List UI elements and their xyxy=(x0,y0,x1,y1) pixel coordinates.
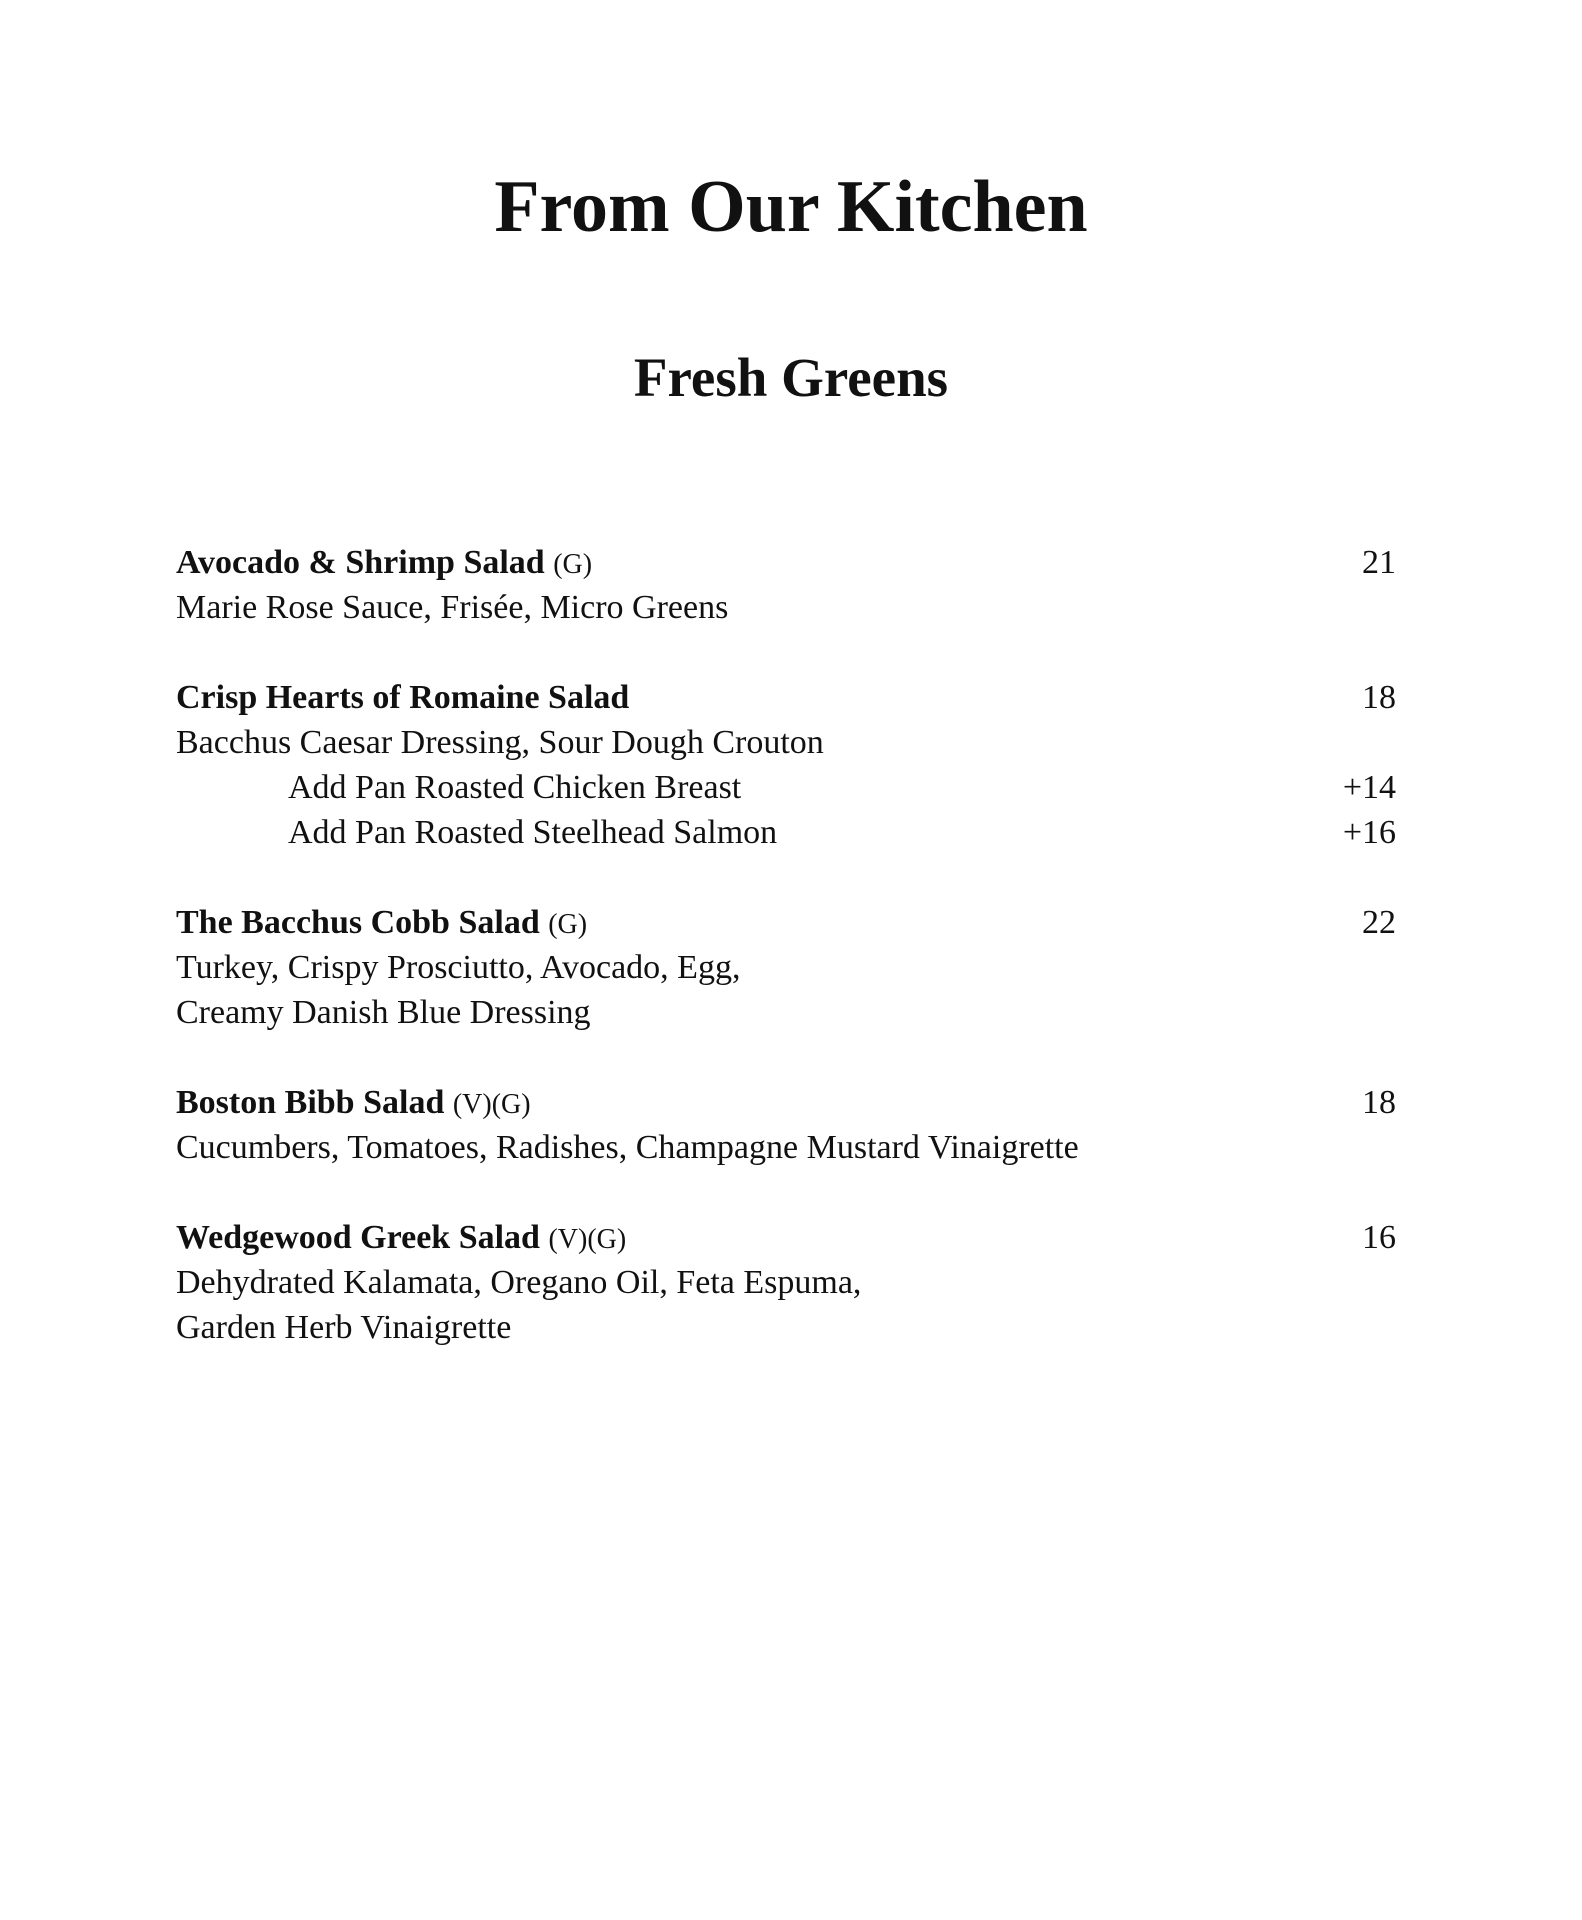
menu-item-title xyxy=(176,900,587,947)
menu-item-title xyxy=(176,540,592,587)
section-title: Fresh Greens xyxy=(633,347,949,408)
menu-item-price: 18 xyxy=(1362,679,1396,716)
menu-item-description: Bacchus Caesar Dressing, Sour Dough Crouton xyxy=(176,724,824,761)
menu-item-header xyxy=(176,1080,1398,1125)
addon-price: +16 xyxy=(1342,814,1396,851)
menu-item-title xyxy=(176,675,629,720)
menu-item-description: Turkey, Crispy Prosciutto, Avocado, Egg, xyxy=(176,949,741,986)
addon-label: Add Pan Roasted Chicken Breast xyxy=(288,769,742,806)
menu-item-title xyxy=(176,1080,531,1127)
menu-item-tags: (V)(G) xyxy=(548,1224,627,1255)
menu-item-price: 21 xyxy=(1362,544,1396,581)
menu-item-header xyxy=(176,675,1398,720)
menu-item-tags: (G) xyxy=(548,909,588,940)
menu-item-addon xyxy=(176,810,1398,855)
menu-item-name: Wedgewood Greek Salad xyxy=(176,1219,540,1256)
menu-item xyxy=(176,900,1398,1035)
menu-item-description: Dehydrated Kalamata, Oregano Oil, Feta Espuma, xyxy=(176,1264,862,1301)
menu-item-price: 18 xyxy=(1362,1084,1396,1121)
menu-item-header xyxy=(176,900,1398,945)
menu-item-price: 16 xyxy=(1362,1219,1396,1256)
menu-item-header xyxy=(176,1215,1398,1260)
menu-item-description: Cucumbers, Tomatoes, Radishes, Champagne Mustard Vinaigrette xyxy=(176,1129,1079,1166)
menu-item-name: Crisp Hearts of Romaine Salad xyxy=(176,679,630,716)
menu-list xyxy=(176,540,1398,1395)
menu-item-name: Avocado & Shrimp Salad xyxy=(176,544,545,581)
menu-item-price: 22 xyxy=(1362,904,1396,941)
menu-item-header xyxy=(176,540,1398,585)
page-title: From Our Kitchen xyxy=(494,166,1088,248)
menu-item xyxy=(176,1215,1398,1350)
menu-item-addon xyxy=(176,765,1398,810)
menu-item-tags: (G) xyxy=(553,549,593,580)
addon-price: +14 xyxy=(1342,769,1396,806)
menu-item-name: Boston Bibb Salad xyxy=(176,1084,445,1121)
menu-item-tags: (V)(G) xyxy=(452,1089,531,1120)
menu-item-description: Garden Herb Vinaigrette xyxy=(176,1309,512,1346)
menu-item-description: Creamy Danish Blue Dressing xyxy=(176,994,591,1031)
menu-item xyxy=(176,1080,1398,1170)
addon-label: Add Pan Roasted Steelhead Salmon xyxy=(288,814,778,851)
menu-item xyxy=(176,540,1398,630)
menu-item-description: Marie Rose Sauce, Frisée, Micro Greens xyxy=(176,589,729,626)
menu-item-name: The Bacchus Cobb Salad xyxy=(176,904,540,941)
menu-item xyxy=(176,675,1398,855)
menu-item-title xyxy=(176,1215,626,1262)
